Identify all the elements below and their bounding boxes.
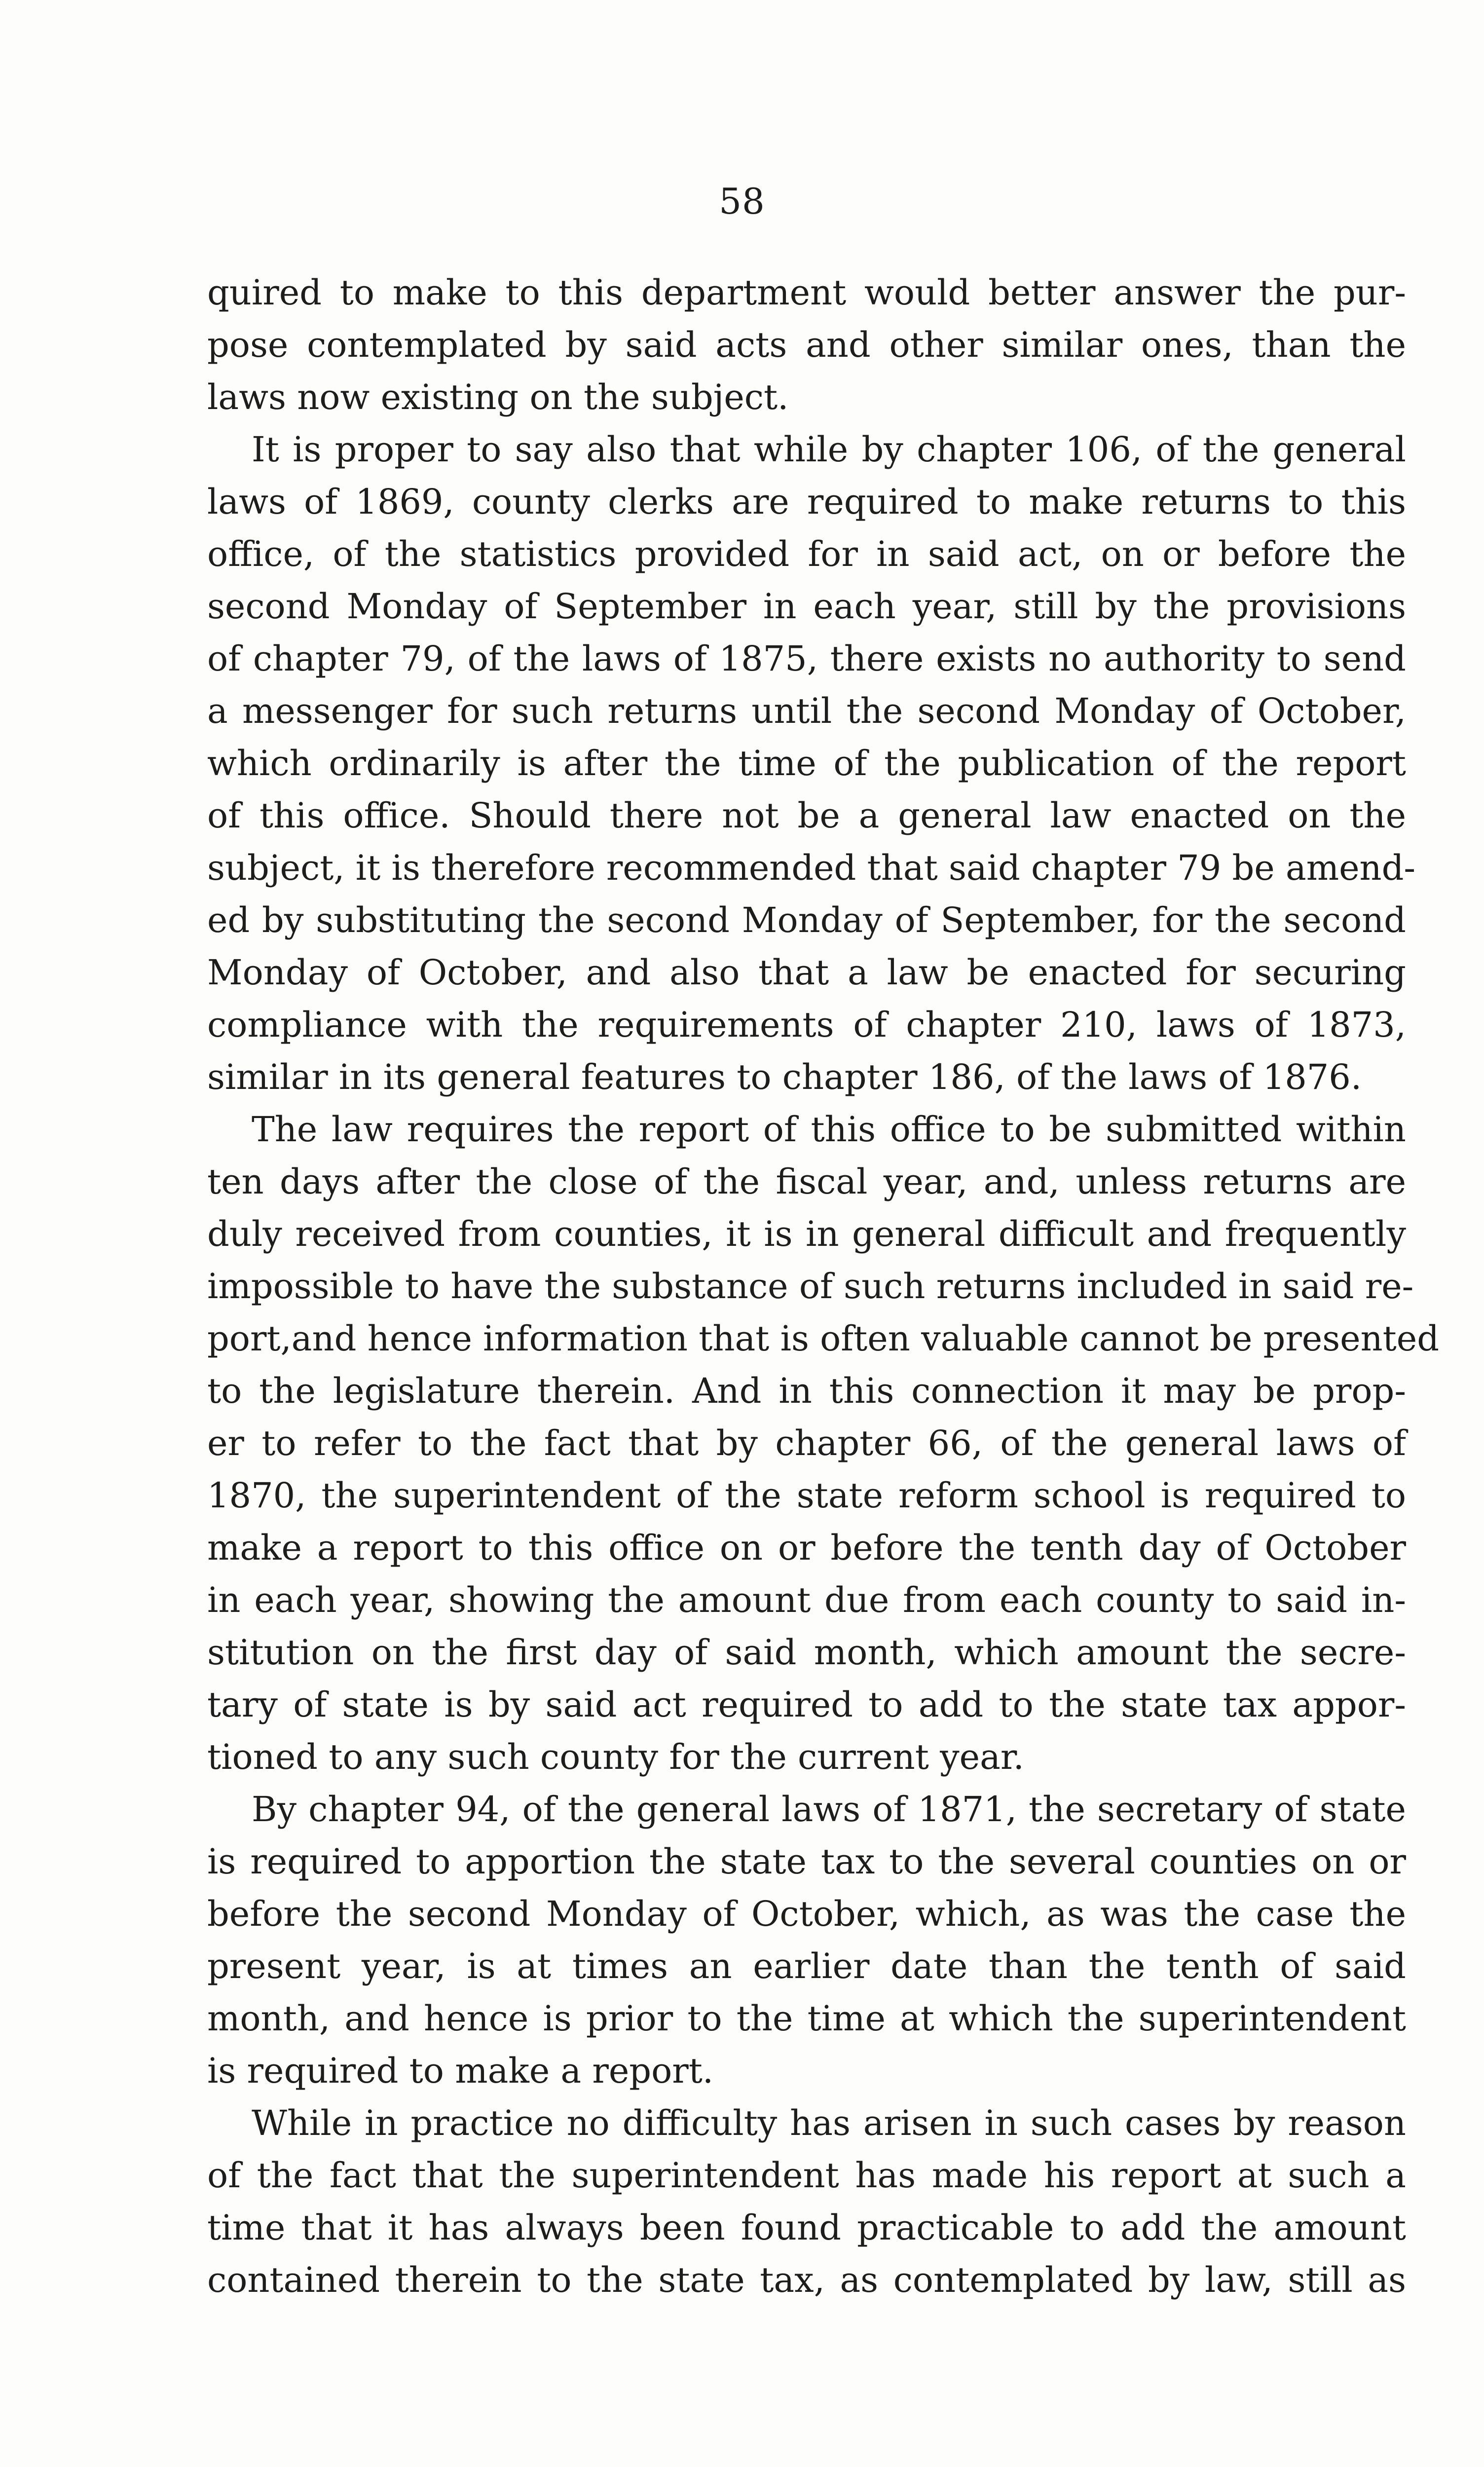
text-line: ten days after the close of the fiscal year, and, unless returns are [207,1161,1406,1202]
text-line: It is proper to say also that while by chapter 106, of the general [252,429,1406,470]
text-line: a messenger for such returns until the second Monday of October, [207,691,1406,731]
text-line: stitution on the first day of said month, which amount the secre- [207,1632,1406,1673]
text-line: compliance with the requirements of chapter 210, laws of 1873, [207,1005,1406,1045]
text-line: of chapter 79, of the laws of 1875, there exists no authority to send [207,638,1406,679]
paragraph-4 [207,1783,1406,2097]
text-line: is required to apportion the state tax to the several counties on or [207,1841,1406,1882]
text-line: tary of state is by said act required to add to the state tax appor- [207,1684,1406,1725]
text-line: 1870, the superintendent of the state reform school is required to [207,1475,1406,1516]
text-line: pose contemplated by said acts and other similar ones, than the [207,325,1406,365]
text-line: subject, it is therefore recommended that said chapter 79 be amend- [207,848,1416,888]
text-line: in each year, showing the amount due from each county to said in- [207,1580,1406,1620]
text-line: tioned to any such county for the current year. [207,1737,1024,1777]
text-line: laws now existing on the subject. [207,377,789,417]
text-line: before the second Monday of October, which, as was the case the [207,1894,1406,1934]
text-line: office, of the statistics provided for in said act, on or before the [207,534,1406,574]
text-line: port,and hence information that is often valuable cannot be presented [207,1318,1440,1359]
text-line: er to refer to the fact that by chapter 66, of the general laws of [207,1423,1406,1463]
text-line: of this office. Should there not be a general law enacted on the [207,795,1406,836]
page-number: 58 [719,181,765,222]
text-line: to the legislature therein. And in this connection it may be prop- [207,1371,1406,1411]
text-line: ed by substituting the second Monday of September, for the second [207,900,1406,940]
text-line: impossible to have the substance of such returns included in said re- [207,1266,1414,1307]
text-line: The law requires the report of this office to be submitted within [252,1109,1406,1150]
text-line: By chapter 94, of the general laws of 1871, the secretary of state [252,1789,1406,1830]
text-line: laws of 1869, county clerks are required to make returns to this [207,482,1406,522]
text-line: contained therein to the state tax, as contemplated by law, still as [207,2260,1406,2300]
paragraph-5 [207,2097,1406,2306]
paragraph-2 [207,423,1416,1103]
paragraph-3 [207,1103,1440,1783]
text-line: Monday of October, and also that a law be enacted for securing [207,952,1406,993]
text-line: make a report to this office on or before the tenth day of October [207,1528,1406,1568]
text-line: is required to make a report. [207,2051,714,2091]
text-line: month, and hence is prior to the time at which the superintendent [207,1998,1406,2039]
text-line: time that it has always been found practicable to add the amount [207,2207,1406,2248]
text-line: duly received from counties, it is in general difficult and frequently [207,1214,1406,1254]
paragraph-1 [207,266,1406,423]
text-line: of the fact that the superintendent has made his report at such a [207,2155,1406,2196]
text-line: similar in its general features to chapter 186, of the laws of 1876. [207,1057,1362,1097]
text-line: second Monday of September in each year, still by the provisions [207,586,1406,627]
body-text [207,266,1440,2306]
text-line: present year, is at times an earlier date than the tenth of said [207,1946,1406,1986]
text-line: which ordinarily is after the time of the publication of the report [207,743,1406,784]
text-line: quired to make to this department would better answer the pur- [207,272,1406,313]
text-line: While in practice no difficulty has arisen in such cases by reason [252,2103,1406,2143]
